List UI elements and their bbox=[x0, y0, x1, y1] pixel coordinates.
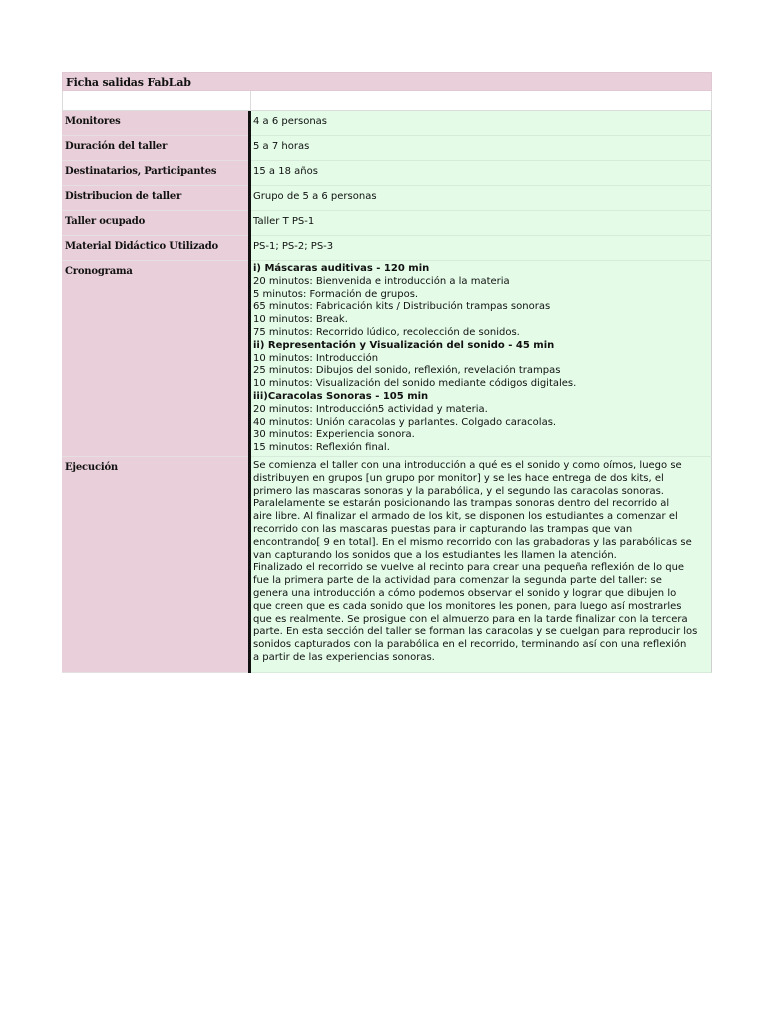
cronograma-line: 20 minutos: Bienvenida e introducción a la materia bbox=[253, 275, 510, 287]
value-taller-ocupado: Taller T PS-1 bbox=[251, 211, 712, 236]
value-duracion: 5 a 7 horas bbox=[251, 136, 712, 161]
row-cronograma bbox=[62, 261, 712, 457]
label-ejecucion: Ejecución bbox=[62, 457, 248, 673]
label-material: Material Didáctico Utilizado bbox=[62, 236, 248, 261]
ejecucion-line: genera una introducción a cómo podemos observar el sonido y lograr que dibujen lo bbox=[253, 587, 677, 599]
row-material bbox=[62, 236, 712, 261]
cronograma-line: iii)Caracolas Sonoras - 105 min bbox=[253, 390, 429, 402]
blank-row bbox=[62, 91, 712, 111]
ejecucion-line: que creen que es cada sonido que los monitores les ponen, para luego así mostrarles bbox=[253, 600, 682, 612]
label-monitores: Monitores bbox=[62, 111, 248, 136]
row-monitores bbox=[62, 111, 712, 136]
ejecucion-line: primero las mascaras sonoras y la parabólica, y el segundo las caracolas sonoras. bbox=[253, 485, 664, 497]
label-destinatarios: Destinatarios, Participantes bbox=[62, 161, 248, 186]
ejecucion-line: sonidos capturados con la parabólica en el recorrido, terminando así con una reflexión bbox=[253, 639, 687, 651]
ejecucion-line: van capturando los sonidos que a los estudiantes les llamen la atención. bbox=[253, 549, 617, 561]
value-cronograma bbox=[251, 261, 712, 457]
cronograma-line: 75 minutos: Recorrido lúdico, recolección de sonidos. bbox=[253, 326, 520, 338]
value-material: PS-1; PS-2; PS-3 bbox=[251, 236, 712, 261]
cronograma-line: 40 minutos: Unión caracolas y parlantes. Colgado caracolas. bbox=[253, 416, 557, 428]
label-cronograma: Cronograma bbox=[62, 261, 248, 457]
cronograma-line: 65 minutos: Fabricación kits / Distribución trampas sonoras bbox=[253, 301, 551, 313]
ejecucion-line: a partir de las experiencias sonoras. bbox=[253, 651, 435, 663]
row-taller-ocupado bbox=[62, 211, 712, 236]
ejecucion-line: encontrando[ 9 en total]. En el mismo recorrido con las grabadoras y las parabólicas se bbox=[253, 536, 692, 548]
ejecucion-line: recorrido con las mascaras puestas para ir capturando las trampas que van bbox=[253, 523, 633, 535]
ejecucion-line: Finalizado el recorrido se vuelve al recinto para crear una pequeña reflexión de lo que bbox=[253, 562, 685, 574]
label-taller-ocupado: Taller ocupado bbox=[62, 211, 248, 236]
ejecucion-line: Paralelamente se estarán posicionando las trampas sonoras dentro del recorrido al bbox=[253, 498, 670, 510]
ejecucion-line: distribuyen en grupos [un grupo por monitor] y se les hace entrega de dos kits, el bbox=[253, 472, 664, 484]
cronograma-line: ii) Representación y Visualización del sonido - 45 min bbox=[253, 339, 555, 351]
cronograma-line: i) Máscaras auditivas - 120 min bbox=[253, 263, 430, 274]
value-monitores: 4 a 6 personas bbox=[251, 111, 712, 136]
ejecucion-line: aire libre. Al finalizar el armado de los kit, se disponen los estudiantes a comenzar el bbox=[253, 511, 678, 523]
label-distribucion: Distribucion de taller bbox=[62, 186, 248, 211]
ejecucion-line: Se comienza el taller con una introducción a qué es el sonido y como oímos, luego se bbox=[253, 460, 682, 471]
cronograma-line: 15 minutos: Reflexión final. bbox=[253, 442, 390, 454]
value-ejecucion bbox=[251, 457, 712, 673]
fablab-sheet bbox=[62, 72, 712, 673]
row-ejecucion bbox=[62, 457, 712, 673]
cronograma-line: 20 minutos: Introducción5 actividad y materia. bbox=[253, 403, 488, 415]
cronograma-line: 10 minutos: Visualización del sonido mediante códigos digitales. bbox=[253, 378, 577, 390]
cronograma-line: 5 minutos: Formación de grupos. bbox=[253, 288, 419, 300]
row-duracion bbox=[62, 136, 712, 161]
value-destinatarios: 15 a 18 años bbox=[251, 161, 712, 186]
row-distribucion bbox=[62, 186, 712, 211]
cronograma-line: 10 minutos: Introducción bbox=[253, 352, 379, 364]
ejecucion-line: parte. En esta sección del taller se forman las caracolas y se cuelgan para reproducir los bbox=[253, 626, 698, 638]
sheet-title: Ficha salidas FabLab bbox=[62, 72, 712, 91]
cronograma-line: 25 minutos: Dibujos del sonido, reflexión, revelación trampas bbox=[253, 365, 561, 377]
value-distribucion: Grupo de 5 a 6 personas bbox=[251, 186, 712, 211]
cronograma-line: 30 minutos: Experiencia sonora. bbox=[253, 429, 415, 441]
ejecucion-line: fue la primera parte de la actividad para comenzar la segunda parte del taller: se bbox=[253, 575, 662, 587]
cronograma-line: 10 minutos: Break. bbox=[253, 314, 348, 326]
row-destinatarios bbox=[62, 161, 712, 186]
label-duracion: Duración del taller bbox=[62, 136, 248, 161]
ejecucion-line: que es realmente. Se prosigue con el almuerzo para en la tarde finalizar con la tercera bbox=[253, 613, 688, 625]
